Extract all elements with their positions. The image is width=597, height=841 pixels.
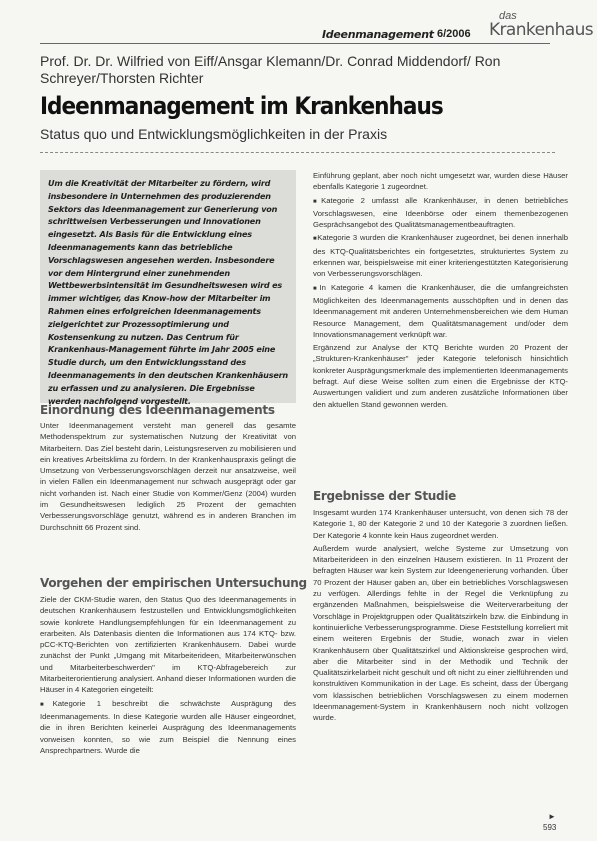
paragraph: Insgesamt wurden 174 Krankenhäuser untersucht, von denen sich 78 der Kategorie 1, 80 der Kategorie 2 und 10 der Kategorie 3 zuordnen ließen. Der Kategorie 4 konnte kein Haus zugeordnet werden. <box>313 508 568 540</box>
section-einordnung-body <box>40 420 296 560</box>
article-subtitle: Status quo und Entwicklungsmöglichkeiten in der Praxis <box>40 126 388 142</box>
paragraph: Einführung geplant, aber noch nicht umgesetzt war, wurden diese Häuser ebenfalls Kategorie 1 zugeordnet. <box>313 171 568 192</box>
logo-small-text: das <box>499 10 517 22</box>
column-two-lower <box>313 507 568 812</box>
abstract-text: Um die Kreativität der Mitarbeiter zu fördern, wird insbesondere in Unternehmen des produzierenden Sektors das Ideenmanagement zur Generierung von schrittweisen Verbesserungen und Innovationen eingesetzt. Als Basis für die Entwicklung eines Ideenmanagements kann das betriebliche Vorschlagswesen angesehen werden. Insbesondere vor dem Hintergrund einer zunehmenden Wettbewerbsintensität im Gesundheitswesen wird es immer wichtiger, das Know-how der Mitarbeiter im Rahmen eines erfolgreichen Ideenmanagements zielgerichtet zur Prozessoptimierung und Kostensenkung zu nutzen. Das Centrum für Krankenhaus-Management führte im Jahr 2005 eine Studie durch, um den Entwicklungsstand des Ideenmanagements in den deutschen Krankenhäusern zu erfassen und zu analysieren. Die Ergebnisse werden nachfolgend vorgestellt. <box>48 178 288 406</box>
logo-main-text: Krankenhaus <box>489 20 594 40</box>
column-two-upper <box>313 170 568 480</box>
title-divider <box>40 152 555 153</box>
article-authors: Prof. Dr. Dr. Wilfried von Eiff/Ansgar Klemann/Dr. Conrad Middendorf/ Ron Schreyer/Thorsten Richter <box>40 53 501 86</box>
paragraph: Außerdem wurde analysiert, welche Systeme zur Umsetzung von Mitarbeiterideen in den einzelnen Häusern existieren. In 11 Prozent der befragten Häuser war kein System zur Ideengenerierung vorhanden. Über 70 Prozent der Häuser gaben an, über ein betriebliches Vorschlagswesen zu verfügen. Allerdings fehlte in der Regel die Verknüpfung zu ergänzenden Maßnahmen, beispielsweise die Weiterverarbeitung der Vorschläge in Projektgruppen oder Qualitätszirkeln bzw. die Einbindung in kontinuierliche Verbesserungsprogramme. Diese Feststellung korreliert mit einem weiteren Ergebnis der Studie, wonach zwar in vielen Krankenhäusern über Qualitätszirkel und Aktionskreise gesprochen wird, aber die Mitarbeiter sind in der Methodik und Technik der Qualitätszirkelarbeit nicht geschult und oft nicht zu einer zielführenden und konstruktiven Kommunikation in der Lage. Es scheint, dass der Übergang vom klassischen betrieblichen Vorschlagswesen zu einem modernen Ideenmanagement-System in Krankenhäusern noch nicht vollzogen wurde. <box>313 543 568 723</box>
continue-arrow-icon: ► <box>548 812 556 821</box>
section-vorgehen-body <box>40 594 296 812</box>
issue-number: 6/2006 <box>437 28 471 40</box>
section-heading-einordnung: Einordnung des Ideenmanagements <box>40 403 275 417</box>
section-heading-vorgehen: Vorgehen der empirischen Untersuchung <box>40 576 307 590</box>
bullet-paragraph: ■ Kategorie 2 umfasst alle Krankenhäuser, in denen betriebliches Vorschlagswesen, eine Ideenbörse oder einem themenbezogenen Gesprächsangebot des Qualitätsmanagementbeauftragten. <box>313 195 568 231</box>
bullet-paragraph: ■ Kategorie 3 wurden die Krankenhäuser zugeordnet, bei denen innerhalb des KTQ-Qualitätsberichtes ein fortgesetztes, strukturiertes System zu erkennen war, beispielsweise mit einer kriteriengestützten Kategorisierung von Verbesserungsvorschlägen. <box>313 232 568 279</box>
journal-logo <box>489 10 594 42</box>
bullet-paragraph: ■ In Kategorie 4 kamen die Krankenhäuser, die die umfangreichsten Möglichkeiten des Ideenmanagements ausschöpften und in denen das Ideenmanagement mit anderen Unternehmensbereichen wie dem Human Resource Management, dem Qualitätsmanagement und/oder dem Innovationsmanagement verknüpft war. <box>313 282 568 340</box>
article-title: Ideenmanagement im Krankenhaus <box>40 92 443 120</box>
header-rule <box>40 43 550 44</box>
paragraph: Unter Ideenmanagement versteht man generell das gesamte Methodenspektrum zur systematischen Nutzung der Kreativität von Mitarbeitern. Das Ziel besteht darin, Leistungsreserven zu mobilisieren und ein kreatives Arbeitsklima zu fördern. In der Krankenhauspraxis gelingt die Umsetzung von Verbesserungsvorschlägen derzeit nur ansatzweise, weil in vielen Fällen ein Ideenmanagement nur schwach ausgeprägt oder gar nicht vorhanden ist. Nach einer Studie von Kommer/Genz (2004) wurden im Gesundheitswesen lediglich 25 Prozent der gemachten Verbesserungsvorschläge genutzt, während es in anderen Branchen im Durchschnitt 66 Prozent sind. <box>40 421 296 532</box>
journal-section-name: Ideenmanagement <box>322 28 434 41</box>
abstract-box <box>40 170 296 406</box>
paragraph: Ergänzend zur Analyse der KTQ Berichte wurden 20 Prozent der „Strukturen-Krankenhäuser" jeder Kategorie telefonisch hinsichtlich konkreter Ausprägungsmerkmale des implementierten Ideenmanagements befragt. Auf diese Weise sollten zum einen die Ergebnisse der KTQ-Auswertungen validiert und zum anderen zusätzliche Informationen über den aktuellen Stand gewonnen werden. <box>313 343 568 409</box>
paragraph: Ziele der CKM-Studie waren, den Status Quo des Ideenmanagements in deutschen Krankenhäusern festzustellen und Entwicklungsmöglichkeiten sowie konkrete Handlungsempfehlungen für ein Ideenmanagement zu erarbeiten. Als Datenbasis dienten die Informationen aus 174 KTQ- bzw. pCC-KTQ-Berichten von zertifizierten Krankenhäusern. Dabei wurde zunächst der Punkt „Umgang mit Mitarbeiterideen, Mitarbeiterwünschen und Mitarbeiterbeschwerden" im KTQ-Abfragebereich zur Mitarbeiterorientierung analysiert. Anhand dieser Informationen wurden die Häuser in 4 Kategorien eingeteilt: <box>40 595 296 695</box>
page-number: 593 <box>543 823 557 832</box>
page-header <box>0 0 597 45</box>
section-heading-ergebnisse: Ergebnisse der Studie <box>313 489 456 503</box>
bullet-paragraph: ■ Kategorie 1 beschreibt die schwächste Ausprägung des Ideenmanagements. In diese Kategorie wurden alle Häuser eingeordnet, die in ihren Berichten keinerlei Ausprägung des Ideenmanagements vorweisen konnten, so wie zum Beispiel die Nennung eines Ansprechpartners. Wurde die <box>40 698 296 756</box>
